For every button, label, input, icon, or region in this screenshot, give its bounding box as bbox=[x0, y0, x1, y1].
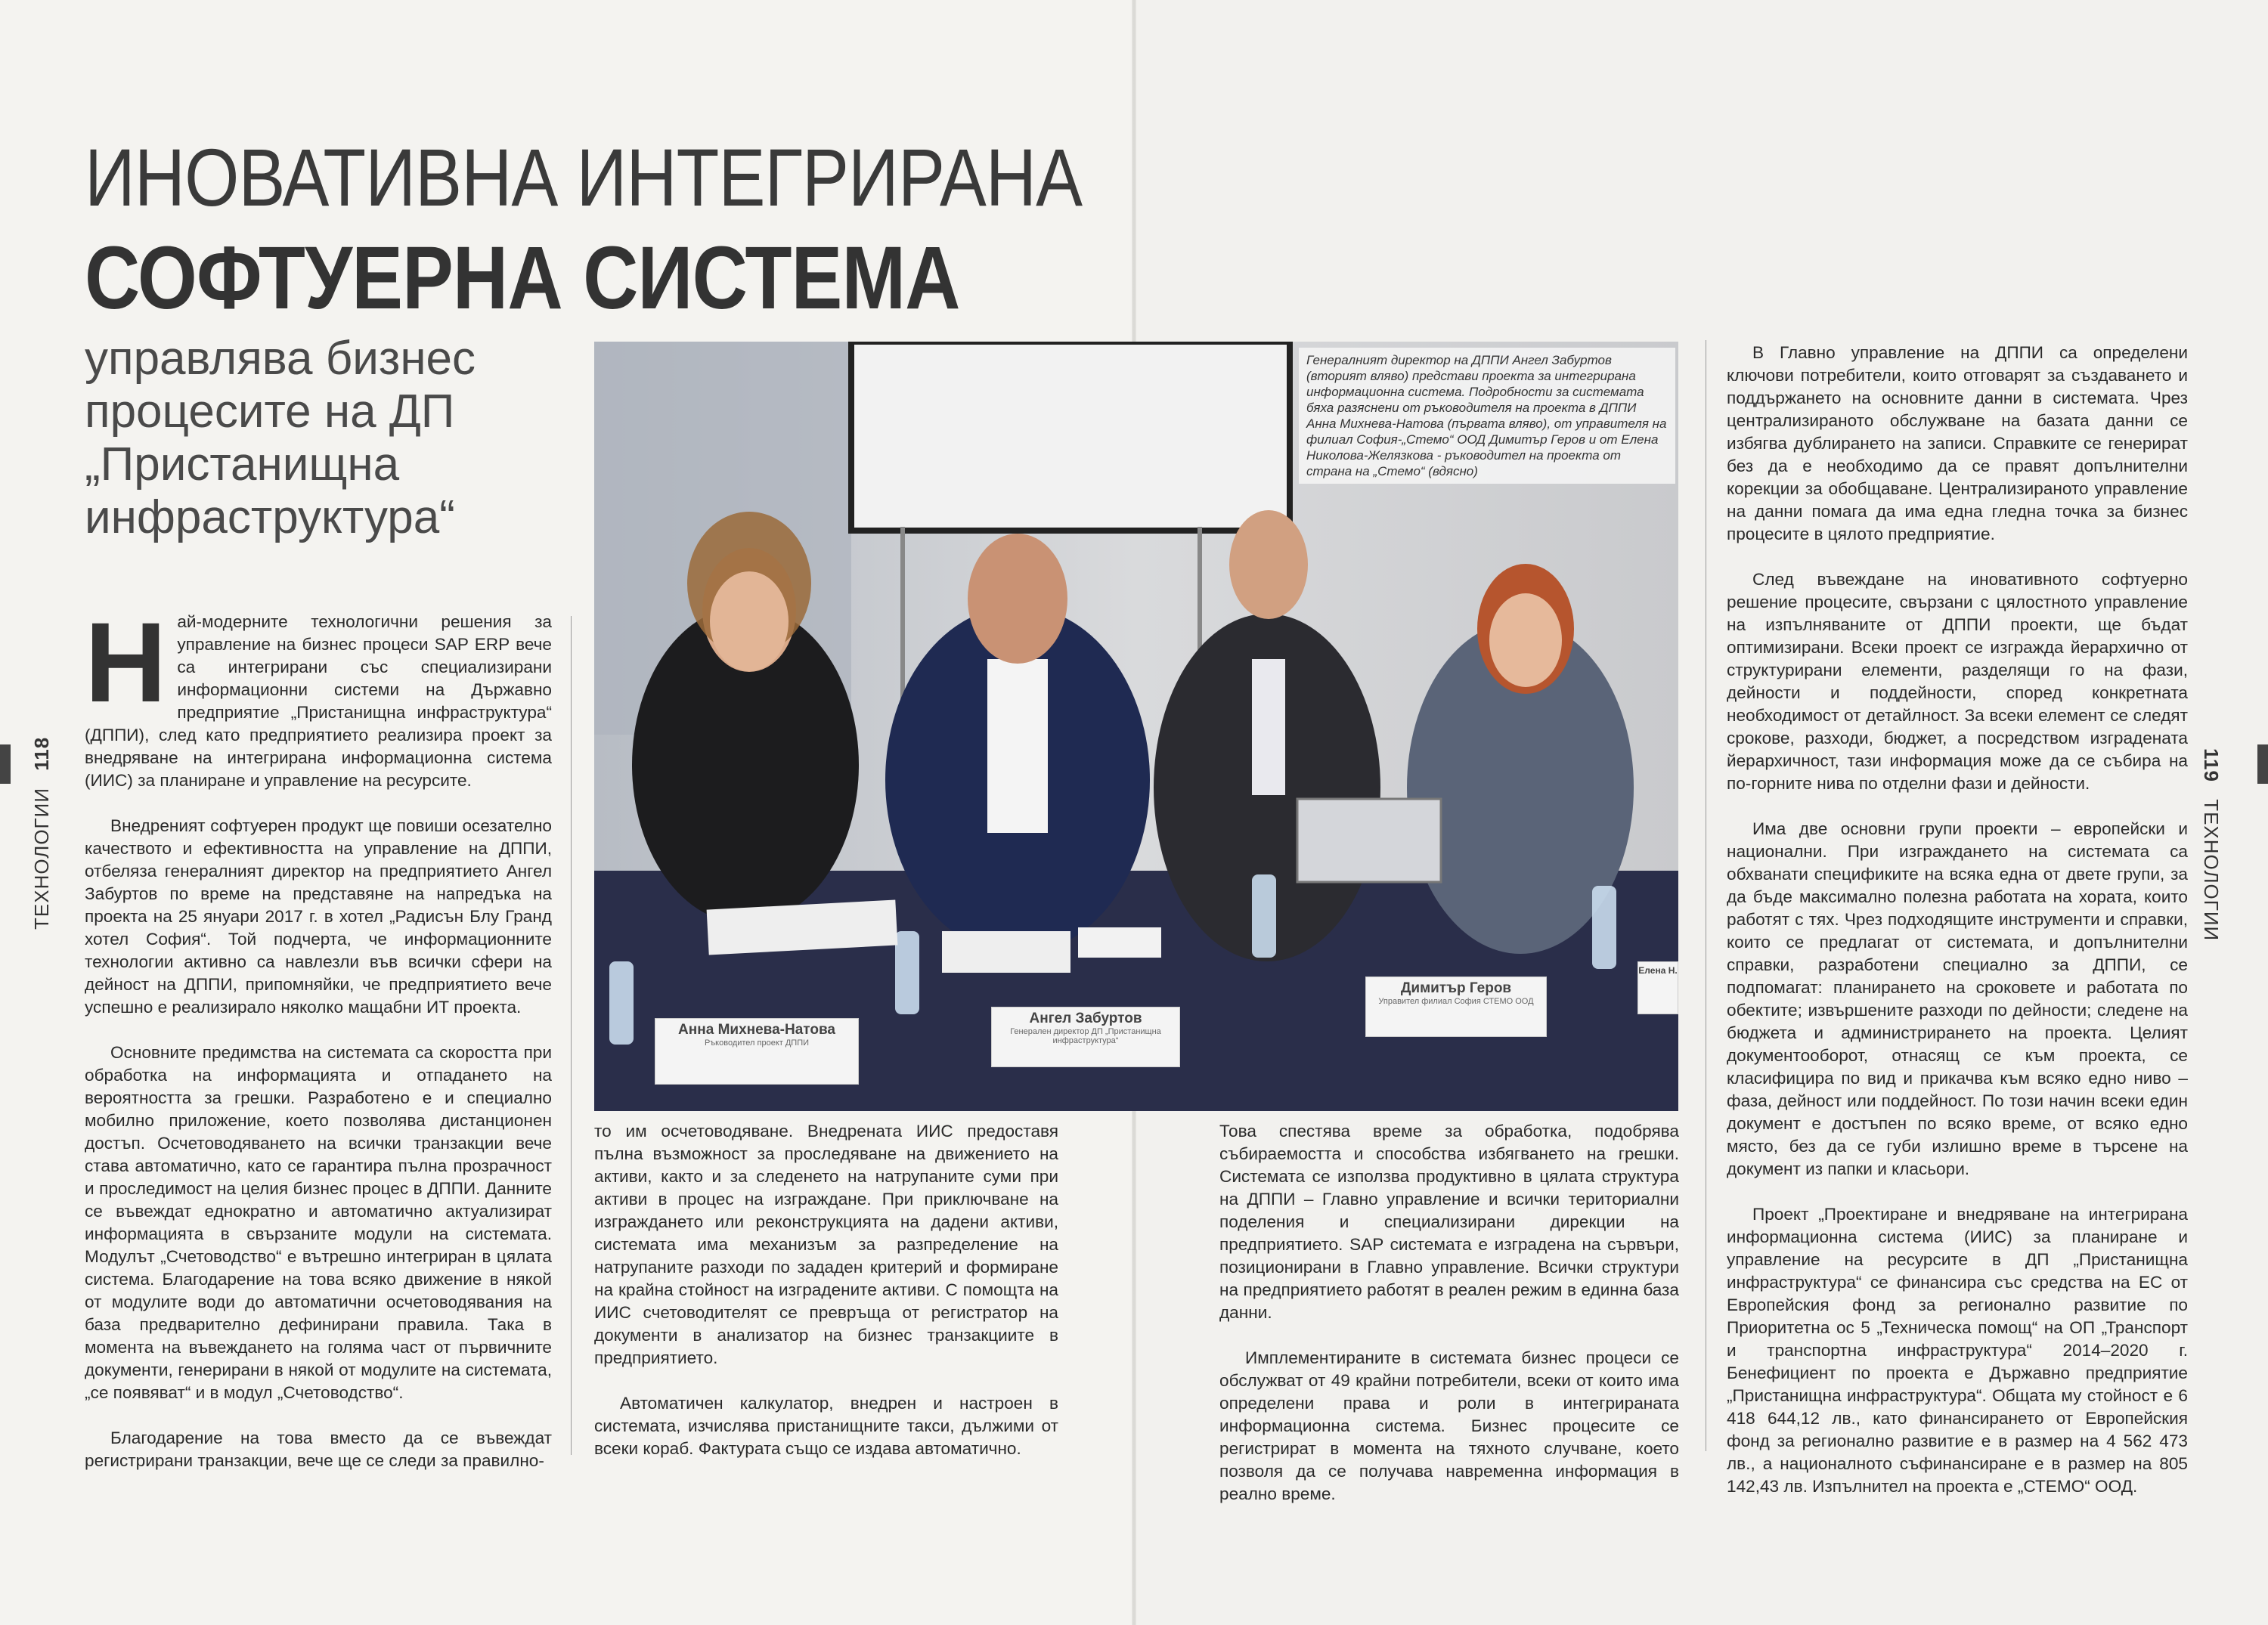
nameplate bbox=[655, 1018, 859, 1085]
person-2-shirt bbox=[987, 659, 1048, 833]
person-3-head bbox=[1229, 510, 1308, 619]
water-bottle bbox=[609, 961, 634, 1045]
water-bottle bbox=[1252, 874, 1276, 958]
person-4-face bbox=[1489, 593, 1562, 687]
nameplate-role: Генерален директор ДП „Пристанищна инфраструктура“ bbox=[1010, 1027, 1161, 1045]
nameplate-name: Димитър Геров bbox=[1400, 980, 1512, 996]
nameplate-role: Ръководител проект ДППИ bbox=[704, 1038, 810, 1048]
projection-screen bbox=[851, 342, 1290, 531]
person-3-shirt bbox=[1252, 659, 1285, 795]
nameplate-name: Елена Н. bbox=[1638, 965, 1678, 976]
photo-caption: Генералният директор на ДППИ Ангел Забуртов (вторият вляво) представи проекта за интегрирана информационна система. Подробности за системата бяха разяснени от ръководителя на проекта в ДППИ Анна Михнева-Натова (първата вляво), от управителя на филиал София-„Стемо“ ООД Димитър Геров и от Елена Николова-Желязкова - ръководител на проекта от страна на „Стемо“ (вдясно) bbox=[1299, 348, 1675, 484]
person-2-head bbox=[968, 534, 1067, 664]
column-divider bbox=[571, 616, 572, 1455]
paragraph: В Главно управление на ДППИ са определени ключови потребители, които отговарят за създаването и поддържането на основните данни в системата. Чрез централизираното обслужване на базата данни се избягва дублирането на записи. Справките се генерират без да е необходимо да се правят допълнителни корекции за обобщаване. Централизираното управление на данни помага да има една гледна точка за бизнес процесите в цялото предприятие. bbox=[1727, 343, 2188, 543]
paragraph: Внедреният софтуерен продукт ще повиши осезателно качеството и ефективността на управление на ДППИ, отбеляза генералният директор на предприятието Ангел Забуртов по време на представяне на напредъка на проекта на 25 януари 2017 г. в хотел „Радисън Блу Гранд хотел София“. Той подчерта, че информационните технологии активно са навлезли във всички сфери на дейност на ДППИ, припомняйки, че предприятието вече успешно е реализирало няколко мащабни ИТ проекта. bbox=[85, 816, 552, 1017]
article-column-1 bbox=[85, 599, 552, 1495]
nameplate bbox=[991, 1007, 1180, 1067]
paragraph: Имплементираните в системата бизнес процеси се обслужват от 49 крайни потребители, всеки от които има определени права и роли в интегрираната информационна система. Бизнес процесите се регистрират в момента на тяхното случване, което позволя да се получава навременна информация в реално време. bbox=[1219, 1348, 1679, 1503]
drop-cap: Н bbox=[85, 599, 167, 726]
papers bbox=[942, 931, 1070, 973]
nameplate-name: Ангел Забуртов bbox=[1029, 1011, 1142, 1026]
article-column-3 bbox=[1219, 1120, 1679, 1528]
section-name-right: ТЕХНОЛОГИИ bbox=[2200, 799, 2223, 942]
laptop bbox=[1297, 799, 1441, 882]
paragraph bbox=[85, 599, 552, 792]
paragraph-text: ай-модерните технологични решения за управление на бизнес процеси SAP ERP вече са интегрирани със специализирани информационни системи на Държавно предприятие „Пристанищна инфраструктура“ (ДППИ), след като предприятието реализира проект за внедряване на интегрирана информационна система (ИИС) за планиране и управление на ресурсите. bbox=[85, 612, 552, 790]
page-number-left: 118 bbox=[30, 736, 53, 771]
paragraph: то им осчетоводяване. Внедрената ИИС предоставя пълна възможност за проследяване на движението на активи, както и за следенето на натрупаните суми при активи в процес на изграждане. При приключване на изграждането или реконструкцията на дадени активи, системата има механизъм за разпределение на натрупаните разходи по зададен критерий и формиране на крайна стойност на изградените активи. С помощта на ИИС счетоводителят се превръща от регистратор на документи в анализатор на бизнес транзакциите в предприятието. bbox=[594, 1122, 1058, 1367]
headline-line-1: ИНОВАТИВНА ИНТЕГРИРАНА bbox=[85, 132, 1083, 223]
water-bottle bbox=[1592, 886, 1616, 969]
papers bbox=[1078, 927, 1161, 958]
person-1-face bbox=[710, 571, 789, 671]
water-bottle bbox=[895, 931, 919, 1014]
nameplate bbox=[1637, 961, 1678, 1014]
paragraph: Автоматичен калкулатор, внедрен и настроен в системата, изчислява пристанищните такси, дължими от всеки кораб. Фактурата също се издава автоматично. bbox=[594, 1394, 1058, 1458]
section-label-left bbox=[30, 737, 54, 930]
paragraph: След въвеждане на иновативното софтуерно решение процесите, свързани с цялостното управление на изпълняваните от ДППИ проекти, ще бъдат оптимизирани. Всеки проект се изгражда йерархично от структурирани елементи, разделящи го на фази, дейности и поддейности, според конкретната необходимост от детайлност. За всеки елемент се следят срокове, разходи, бюджет, а посредством изградената йерархичност, тази информация може да се събира на по-горните нива по отделни фази и дейности. bbox=[1727, 570, 2188, 793]
nameplate-role: Управител филиал София СТЕМО ООД bbox=[1378, 997, 1534, 1006]
paragraph: Това спестява време за обработка, подобрява събираемостта и способства избягването на грешки. Системата се използва продуктивно в цялата структура на ДППИ – Главно управление и всички териториални поделения и специализирани дирекции на предприятието. SAP системата е изградена на сървъри, позиционирани в Главно управление. Всички структури на предприятието работят в реален режим в единна база данни. bbox=[1219, 1122, 1679, 1322]
headline-line-2: СОФТУЕРНА СИСТЕМА bbox=[85, 228, 960, 328]
paragraph: Благодарение на това вместо да се въвеждат регистрирани транзакции, вече ще се следи за правилно- bbox=[85, 1428, 552, 1470]
nameplate bbox=[1365, 977, 1547, 1037]
section-marker-left bbox=[0, 744, 11, 784]
paragraph: Има две основни групи проекти – европейски и национални. При изграждането на системата са обхванати спецификите на всяка една от двете групи, за да бъде максимално полезна работата на хората, които работят с тях. Чрез подходящите инструменти и справки, които се предлагат от системата, и допълнителни справки, разработени специално за ДППИ, се подпомагат: планирането на сроковете и работата по обектите; извършените разходи по дейности; следене на бюджета и администрирането на проекта. Целият документооборот, отнасящ се към проекта, се класифицира по вид и прикачва към всяко едно ниво – фаза, дейност или поддейност. По този начин всеки един документ е достъпен по всяко време, от всяко едно място, без да се губи излишно време в търсене на документ из папки и класьори. bbox=[1727, 819, 2188, 1178]
section-name-left: ТЕХНОЛОГИИ bbox=[30, 787, 53, 930]
paragraph: Основните предимства на системата са скоростта при обработка на информацията и отпадането на вероятността за грешки. Разработено е и специално мобилно приложение, което позволява дистанционен достъп. Осчетоводяването на всички транзакции вече става автоматично, като се гарантира пълна прозрачност и проследимост на целия бизнес процес в ДППИ. Данните се въвеждат еднократно и автоматично актуализират информацията в свързаните модули на системата. Модулът „Счетоводство“ е вътрешно интегриран в цялата система. Благодарение на това всяко движение в някой от модулите води до автоматични осчетоводявания на база предварително дефинирани правила. Така в момента на въвеждането на голяма част от първичните документи, генерирани в някой от модулите на системата, „се появяват“ и в модул „Счетоводство“. bbox=[85, 1043, 552, 1402]
page-number-right: 119 bbox=[2200, 748, 2223, 782]
headline-subtitle: управлява бизнес процесите на ДП „Пристанищна инфраструктура“ bbox=[85, 333, 476, 543]
paragraph: Проект „Проектиране и внедряване на интегрирана информационна система (ИИС) за планиране и управление на ресурсите в ДП „Пристанищна инфраструктура“ се финансира със средства на ЕС от Европейския фонд за регионално развитие по Приоритетна ос 5 „Техническа помощ“ на ОП „Транспорт и транспортна инфраструктура“ 2014–2020 г. Бенефициент по проекта е Държавно предприятие „Пристанищна инфраструктура“. Общата му стойност е 6 418 644,12 лв., като финансирането от Европейския фонд за регионално развитие е в размер на 4 562 473 лв., а националното съфинансиране е в размер на 805 142,43 лв. Изпълнител на проекта е „СТЕМО“ ООД. bbox=[1727, 1205, 2188, 1496]
section-marker-right bbox=[2257, 744, 2268, 784]
article-column-2 bbox=[594, 1120, 1058, 1483]
nameplate-name: Анна Михнева-Натова bbox=[678, 1022, 835, 1038]
article-column-4 bbox=[1727, 342, 2188, 1521]
section-label-right bbox=[2199, 748, 2223, 941]
